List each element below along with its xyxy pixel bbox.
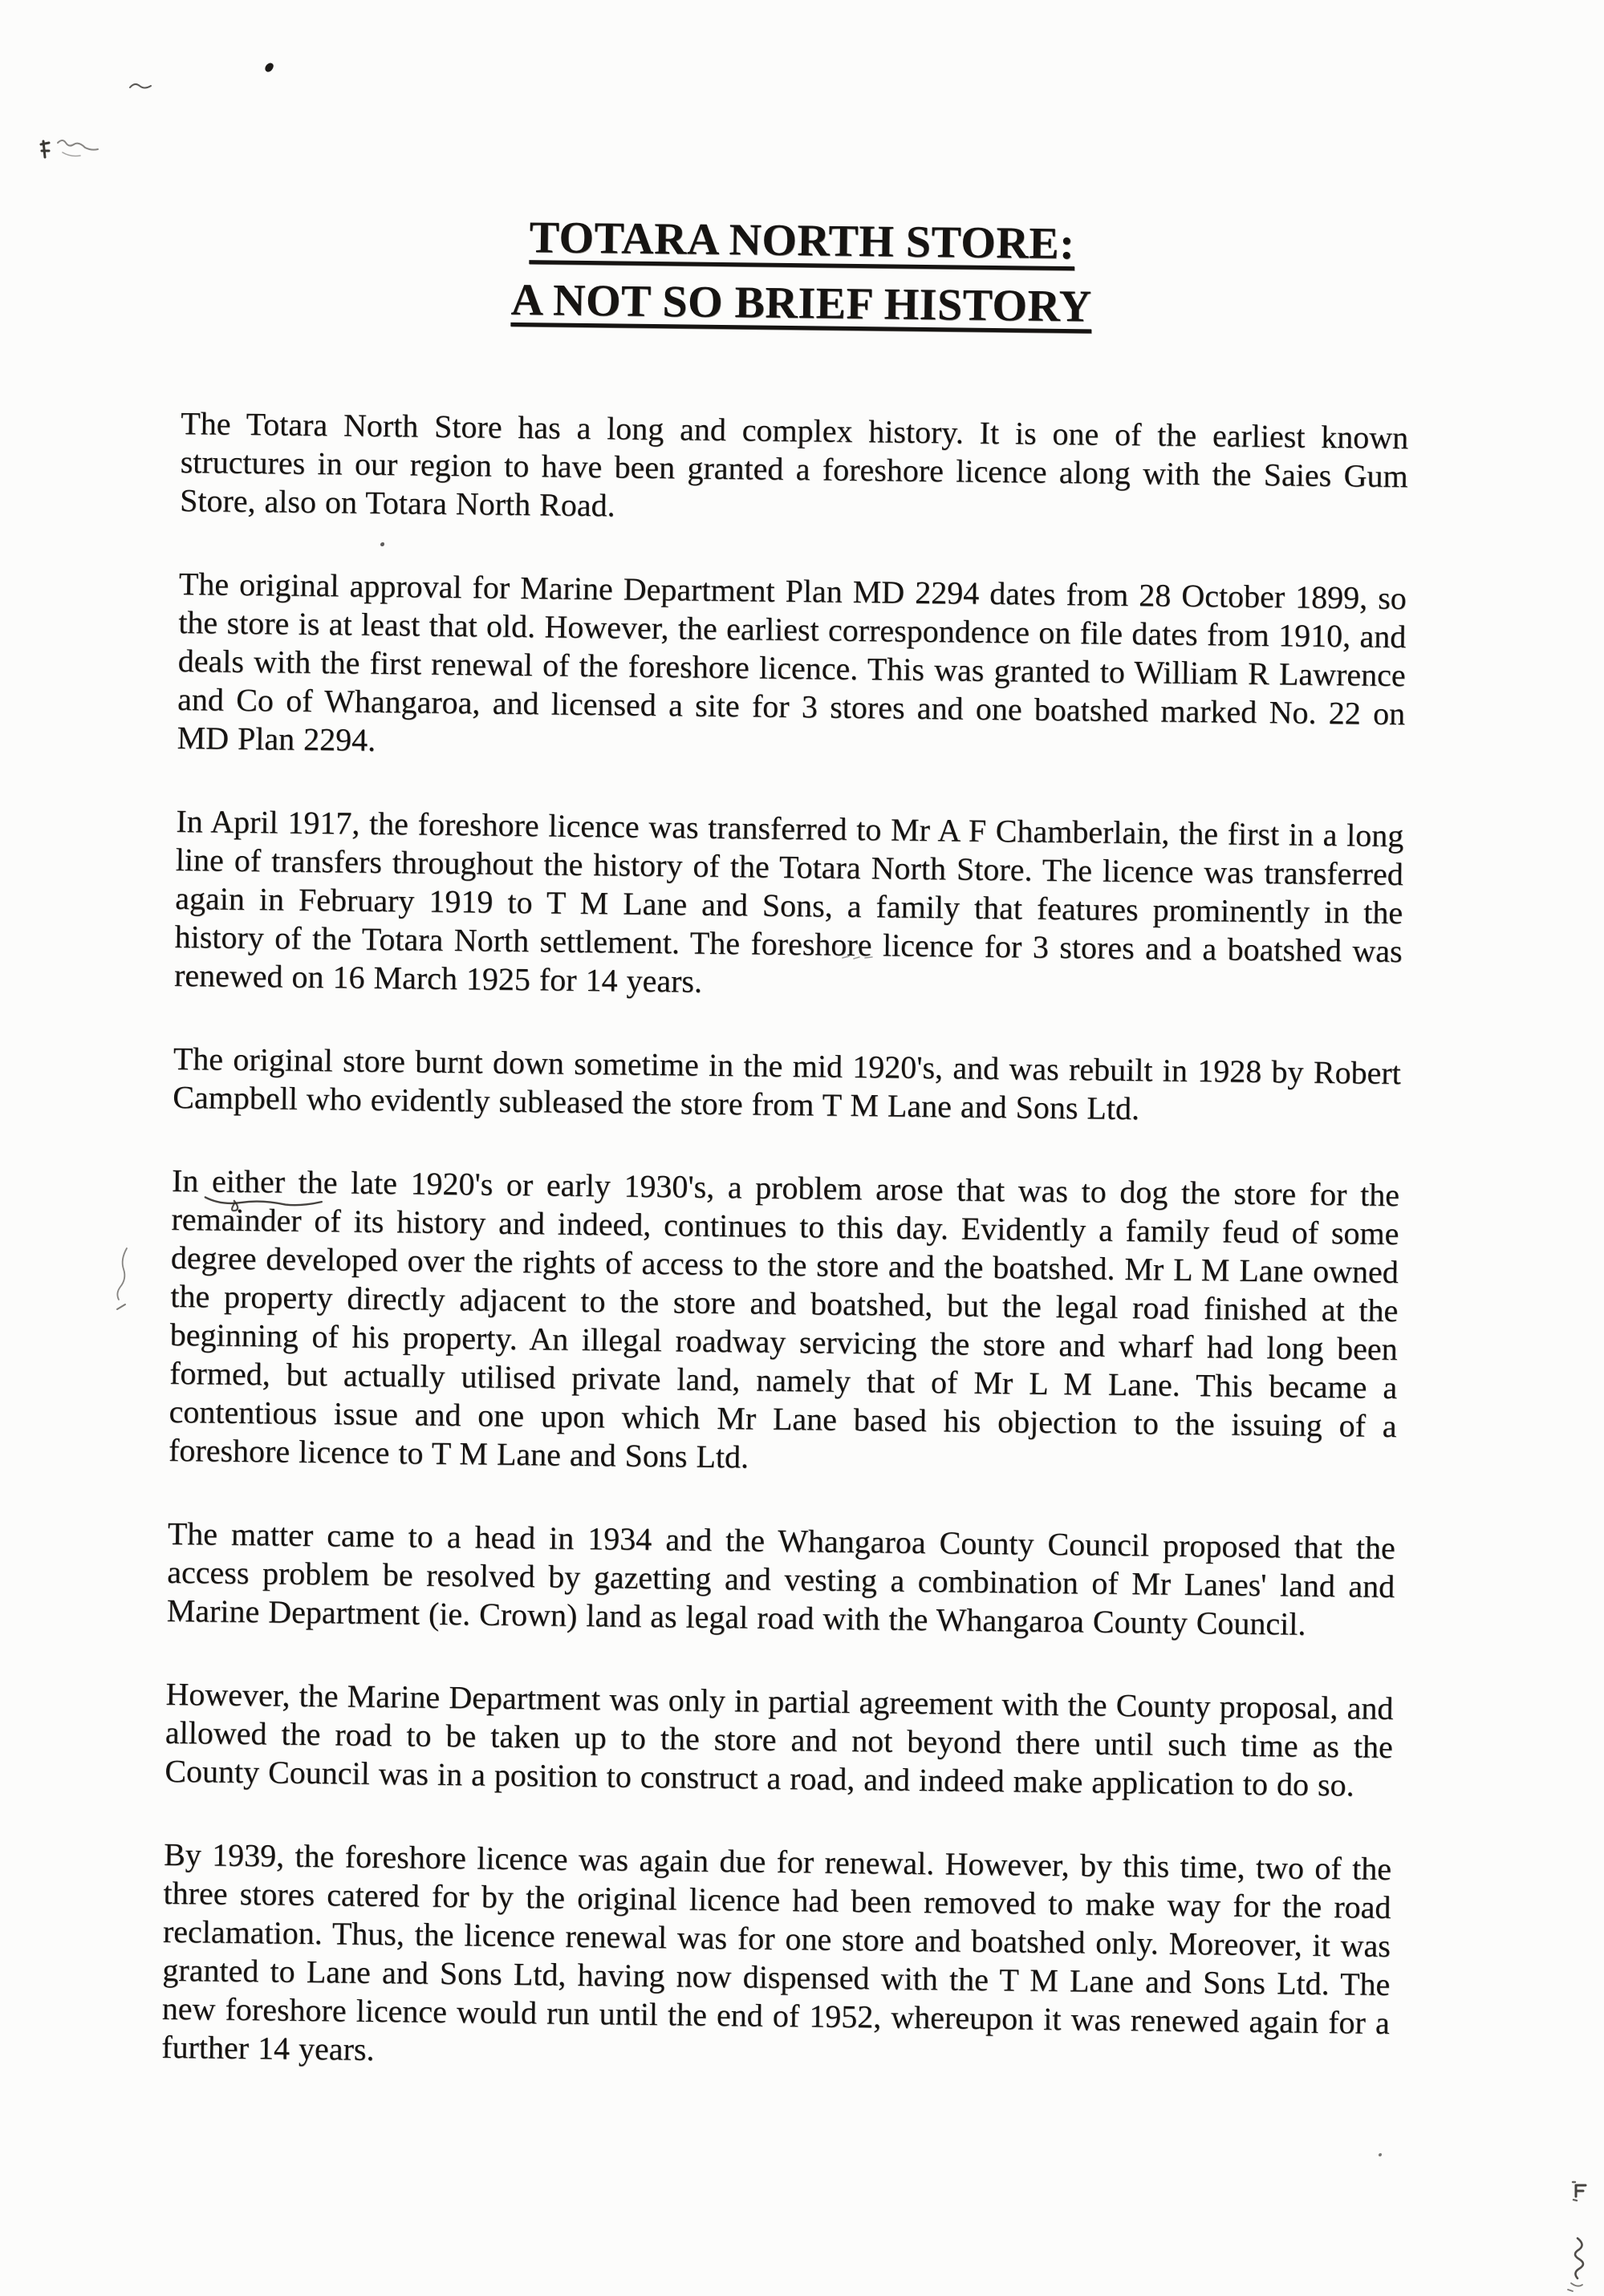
paragraph-1928-rebuild: The original store burnt down sometime in the mid 1920's, and was rebuilt in 1928 by Robert Campbell who evidently subleased the store from T M Lane and Sons Ltd. xyxy=(173,1040,1402,1127)
paragraph-1939-renewal: By 1939, the foreshore licence was again due for renewal. However, by this time, two of the three stores catered for by the original licence had been removed to make way for the road reclamation. Thus, the licence renewal was for one store and boatshed only. Moreover, it was granted to Lane and Sons Ltd, having now dispensed with the T M Lane and Sons Ltd. The new foreshore licence would run until the end of 1952, whereupon it was renewed again for a further 14 years. xyxy=(161,1836,1392,2067)
paragraph-1917-transfer: In April 1917, the foreshore licence was transferred to Mr A F Chamberlain, the first in a long line of transfers throughout the history of the Totara North Store. The licence was transferred again in February 1919 to T M Lane and Sons, a family that features prominently in the history of the Totara North settlement. The foreshore licence for 3 stores and a boatshed was renewed on 16 March 1925 for 14 years. xyxy=(173,802,1404,1000)
paragraph-original-approval: The original approval for Marine Department Plan MD 2294 dates from 28 October 1899, so the store is at least that old. However, the earliest correspondence on file dates from 1910, and deals with the first renewal of the foreshore licence. This was granted to William R Lawrence and Co of Whangaroa, and licensed a site for 3 stores and one boatshed marked No. 22 on MD Plan 2294. xyxy=(177,565,1407,758)
paragraph-access-feud: In either the late 1920's or early 1930's, a problem arose that was to dog the store for the remainder of its history and indeed, continues to this day. Evidently a family feud of some degree developed over the rights of access to the store and the boatshed. Mr L M Lane owned the property directly adjacent to the store and boatshed, but the legal road finished at the beginning of his property. An illegal roadway servicing the store and wharf had long been formed, but actually utilised private land, namely that of Mr L M Lane. This became a contentious issue and one upon which Mr Lane based his objection to the issuing of a foreshore licence to T M Lane and Sons Ltd. xyxy=(168,1162,1400,1475)
paragraph-marine-dept: However, the Marine Department was only in partial agreement with the County proposal, and allowed the road to be taken up to the store and not beyond there until such time as the County Council was in a position to construct a road, and indeed make application to do so. xyxy=(164,1675,1394,1803)
document-body xyxy=(161,404,1408,2081)
document-title xyxy=(0,0,1604,344)
paragraph-intro: The Totara North Store has a long and complex history. It is one of the earliest known structures in our region to have been granted a foreshore licence along with the Saies Gum Store, also on Totara North Road. xyxy=(179,404,1409,524)
document-title-line2: A NOT SO BRIEF HISTORY xyxy=(510,274,1092,332)
paragraph-1934-council: The matter came to a head in 1934 and the Whangaroa County Council proposed that the access problem be resolved by gazetting and vesting a combination of Mr Lanes' land and Marine Department (ie. Crown) land as legal road with the Whangaroa County Council. xyxy=(166,1515,1396,1642)
document-title-line1: TOTARA NORTH STORE: xyxy=(529,213,1075,270)
